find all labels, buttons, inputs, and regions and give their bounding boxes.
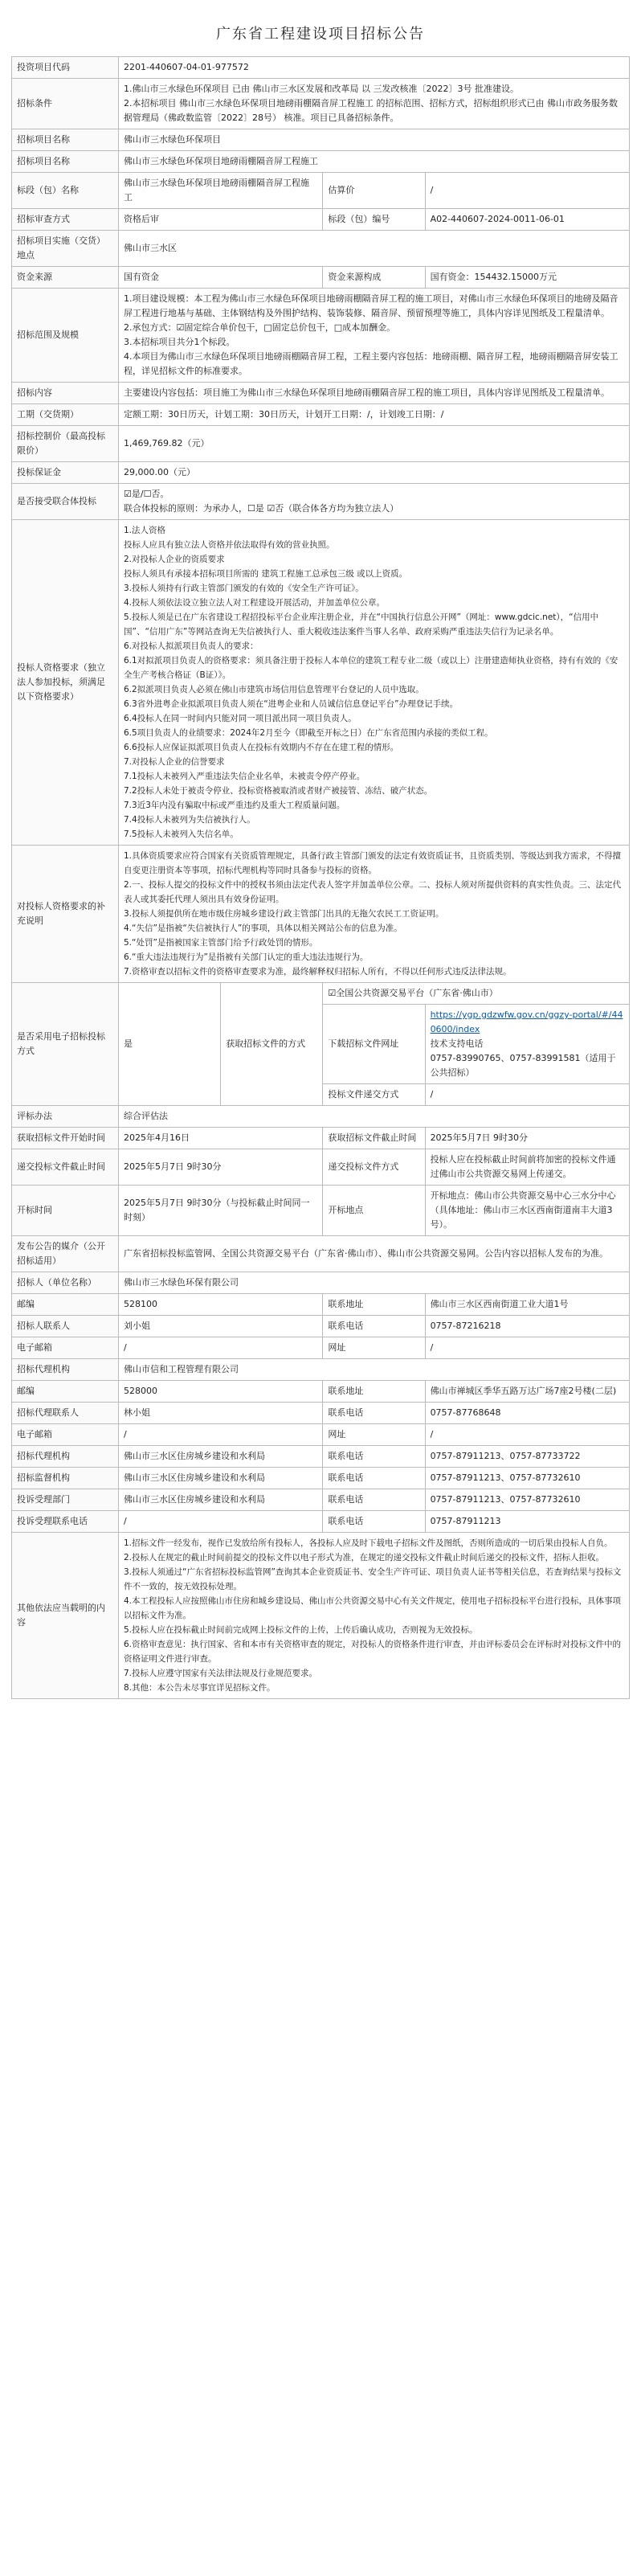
label-agency-tel: 联系电话 xyxy=(323,1403,425,1424)
label-open-place: 开标地点 xyxy=(323,1186,425,1236)
label-funding: 资金来源 xyxy=(12,267,119,289)
qualification-line: 7.3近3年内没有骗取中标或严重违约及重大工程质量问题。 xyxy=(124,801,345,810)
label-max-price: 招标控制价（最高投标限价） xyxy=(12,426,119,462)
value-section-no: A02-440607-2024-0011-06-01 xyxy=(425,209,629,231)
value-funding-ratio: 国有资金：154432.15000万元 xyxy=(425,267,629,289)
value-complaint-phone: / xyxy=(119,1511,323,1533)
label-agency-zip: 邮编 xyxy=(12,1381,119,1403)
value-deposit: 29,000.00（元） xyxy=(119,462,630,484)
qualification-line: 5.投标人须是已在广东省建设工程招投标平台企业库注册企业，并在“中国执行信息公开网”（网址：www.gdcic.net），“信用中国”、“信用广东”等网站查询无失信被执行人、重大税收违法案件当事人名单、政府采购严重违法失信行为记录名单。 xyxy=(124,612,599,637)
label-project-code: 投资项目代码 xyxy=(12,57,119,79)
label-conditions: 招标条件 xyxy=(12,79,119,129)
value-agency: 佛山市信和工程管理有限公司 xyxy=(119,1359,630,1381)
value-supervisor-2-tel: 0757-87911213、0757-87732610 xyxy=(425,1468,629,1489)
label-qualification: 投标人资格要求（独立法人参加投标，须满足以下资格要求） xyxy=(12,520,119,846)
label-agency-email: 电子邮箱 xyxy=(12,1424,119,1446)
value-supervisor-1: 佛山市三水区住房城乡建设和水利局 xyxy=(119,1446,323,1468)
value-complaint-phone-tel: 0757-87911213 xyxy=(425,1511,629,1533)
scope-line: 3.本招标项目共分1个标段。 xyxy=(124,337,235,347)
value-bid-method: 综合评估法 xyxy=(119,1106,630,1128)
label-complaint-phone-tel: 联系电话 xyxy=(323,1511,425,1533)
label-supervisor-2: 招标监督机构 xyxy=(12,1468,119,1489)
value-qualification xyxy=(119,520,630,846)
page-title: 广东省工程建设项目招标公告 xyxy=(216,26,425,43)
value-scope xyxy=(119,289,630,383)
other-line: 2.投标人在规定的截止时间前提交的投标文件以电子形式为准，在规定的递交投标文件截止时间后递交的投标文件，招标人拒收。 xyxy=(124,1553,605,1562)
value-location: 佛山市三水区 xyxy=(119,231,630,267)
value-content: 主要建设内容包括：项目施工为佛山市三水绿色环保项目地磅雨棚隔音屏工程的施工项目，具体内容详见图纸及工程量清单。 xyxy=(119,383,630,404)
row-conditions xyxy=(12,79,630,129)
label-get-time: 获取招标文件开始时间 xyxy=(12,1128,119,1149)
label-get-end: 获取招标文件截止时间 xyxy=(323,1128,425,1149)
value-agency-web: / xyxy=(425,1424,629,1446)
notes-line: 4.“失信”是指被“失信被执行人”的事项，具体以相关网站公布的信息为准。 xyxy=(124,924,402,933)
consortium-line: ☑是/☐否。 xyxy=(124,489,169,499)
value-section-method: / xyxy=(425,173,629,209)
value-complaint: 佛山市三水区住房城乡建设和水利局 xyxy=(119,1489,323,1511)
value-supervisor-1-tel: 0757-87911213、0757-87733722 xyxy=(425,1446,629,1468)
value-duration: 定额工期：30日历天，计划工期：30日历天，计划开工日期：/，计划竣工日期：/ xyxy=(119,404,630,426)
other-line: 5.投标人应在投标截止时间前完成网上投标文件的上传，上传后确认成功，否则视为无效投标。 xyxy=(124,1625,478,1635)
label-zip: 邮编 xyxy=(12,1294,119,1316)
other-line: 7.投标人应遵守国家有关法律法规及行业规范要求。 xyxy=(124,1669,318,1678)
notes-line: 2.一、投标人提交的投标文件中的授权书须由法定代表人签字并加盖单位公章。二、投标人须对所提供资料的真实性负责。三、法定代表人或其委托代理人须出具有效身份证明。 xyxy=(124,880,622,904)
label-contact: 招标人联系人 xyxy=(12,1316,119,1337)
label-complaint: 投诉受理部门 xyxy=(12,1489,119,1511)
value-max-price: 1,469,769.82（元） xyxy=(119,426,630,462)
value-get-end: 2025年5月7日 9时30分 xyxy=(425,1128,629,1149)
label-agency-web: 网址 xyxy=(323,1424,425,1446)
qualification-line: 7.5投标人未被列入失信名单。 xyxy=(124,829,239,839)
label-section-no: 标段（包）编号 xyxy=(323,209,425,231)
qualification-line: 6.对投标人拟派项目负责人的要求： xyxy=(124,641,259,651)
value-tel: 0757-87216218 xyxy=(425,1316,629,1337)
label-supervisor-2-tel: 联系电话 xyxy=(323,1468,425,1489)
value-web: / xyxy=(425,1337,629,1359)
notes-line: 6.“重大违法违规行为”是指被有关部门认定的重大违法违规行为。 xyxy=(124,952,369,962)
other-line: 1.招标文件一经发布，视作已发放给所有投标人，各投标人应及时下载电子招标文件及图纸，否则所造成的一切后果由投标人自负。 xyxy=(124,1538,613,1548)
qualification-line: 投标人应具有独立法人资格并依法取得有效的营业执照。 xyxy=(124,540,335,550)
support-label: 技术支持电话 xyxy=(430,1038,484,1049)
qualification-line: 6.2拟派项目负责人必须在佛山市建筑市场信用信息管理平台登记的人员中选取。 xyxy=(124,685,424,694)
label-content: 招标内容 xyxy=(12,383,119,404)
value-system: ☑全国公共资源交易平台（广东省·佛山市） xyxy=(323,983,630,1005)
label-open-time: 开标时间 xyxy=(12,1186,119,1236)
value-zip: 528100 xyxy=(119,1294,323,1316)
label-bid-method: 评标办法 xyxy=(12,1106,119,1128)
label-other: 其他依法应当载明的内容 xyxy=(12,1533,119,1699)
row-project-code xyxy=(12,57,630,79)
qualification-line: 7.1投标人未被列入严重违法失信企业名单，未被责令停产停业。 xyxy=(124,772,365,781)
conditions-line: 1.佛山市三水绿色环保项目 已由 佛山市三水区发展和改革局 以 三发改核准〔2022〕3号 批准建设。 xyxy=(124,84,519,94)
value-links xyxy=(425,1005,629,1084)
value-agency-zip: 528000 xyxy=(119,1381,323,1403)
qualification-line: 6.5项目负责人的业绩要求：2024年2月至今（即截至开标之日）在广东省范围内承接的类似工程。 xyxy=(124,728,493,738)
notes-line: 3.投标人须提供所在地市级住房城乡建设行政主管部门出具的无拖欠农民工工资证明。 xyxy=(124,909,444,919)
support-value: 0757-83990765、0757-83991581（适用于公共招标） xyxy=(430,1053,616,1078)
qualification-line: 1.法人资格 xyxy=(124,526,166,535)
qualification-line: 6.3省外进粤企业拟派项目负责人须在“进粤企业和人员诚信信息登记平台”办理登记手续。 xyxy=(124,699,459,709)
label-channel: 投标文件递交方式 xyxy=(323,1084,425,1106)
label-section-method: 估算价 xyxy=(323,173,425,209)
qualification-line: 6.1对拟派项目负责人的资格要求：须具备注册于投标人本单位的建筑工程专业二级（或以上）注册建造师执业资格，持有有效的《安全生产考核合格证（B证）》。 xyxy=(124,656,619,680)
value-tenderer: 佛山市三水绿色环保有限公司 xyxy=(119,1272,630,1294)
qualification-line: 2.对投标人企业的资质要求 xyxy=(124,555,225,564)
label-section: 标段（包）名称 xyxy=(12,173,119,209)
label-links: 下载招标文件网址 xyxy=(323,1005,425,1084)
value-contact: 刘小姐 xyxy=(119,1316,323,1337)
value-complaint-tel: 0757-87911213、0757-87732610 xyxy=(425,1489,629,1511)
label-email: 电子邮箱 xyxy=(12,1337,119,1359)
other-line: 3.投标人须通过“广东省招标投标监管网”查询其本企业资质证书、安全生产许可证、项目负责人证书等相关信息，若查询结果与投标文件不一致的，按无效投标处理。 xyxy=(124,1567,622,1591)
other-line: 4.本工程投标人应按照佛山市住房和城乡建设局、佛山市公共资源交易中心有关文件规定，使用电子招标投标平台进行投标，具体事项以招标文件为准。 xyxy=(124,1596,622,1620)
qualification-line: 7.对投标人企业的信誉要求 xyxy=(124,757,225,767)
scope-line: 1.项目建设规模：本工程为佛山市三水绿色环保项目地磅雨棚隔音屏工程的施工项目，对佛山市三水绿色环保项目的地磅及隔音屏工程进行地基与基础、主体钢结构及外围护结构、装饰装修、隔音屏、预留预埋等施工，具体内容详见图纸及工程量清单。 xyxy=(124,293,619,318)
qualification-line: 投标人须具有承接本招标项目所需的 建筑工程施工总承包三级 或以上资质。 xyxy=(124,569,408,579)
label-tel: 联系电话 xyxy=(323,1316,425,1337)
qualification-line: 7.2投标人未处于被责令停业、投标资格被取消或者财产被接管、冻结、破产状态。 xyxy=(124,786,433,796)
value-funding: 国有资金 xyxy=(119,267,323,289)
value-channel: / xyxy=(425,1084,629,1106)
label-location: 招标项目实施（交货）地点 xyxy=(12,231,119,267)
value-agency-email: / xyxy=(119,1424,323,1446)
label-submit-place: 递交投标文件方式 xyxy=(323,1149,425,1186)
value-submit-place: 投标人应在投标截止时间前将加密的投标文件通过佛山市公共资源交易网上传递交。 xyxy=(425,1149,629,1186)
download-link[interactable]: https://ygp.gdzwfw.gov.cn/ggzy-portal/#/440600/index xyxy=(430,1010,623,1034)
value-email: / xyxy=(119,1337,323,1359)
notice-table xyxy=(11,56,630,1699)
value-get-time: 2025年4月16日 xyxy=(119,1128,323,1149)
label-online: 是否采用电子招标投标方式 xyxy=(12,983,119,1106)
notes-line: 1.具体资质要求应符合国家有关资质管理规定，具备行政主管部门颁发的法定有效资质证书，且资质类别、等级达到我方需求，不得擅自变更注册资本等事项，招标代理机构等同时具备参与投标的资格。 xyxy=(124,851,622,875)
value-supervisor-2: 佛山市三水区住房城乡建设和水利局 xyxy=(119,1468,323,1489)
value-open-time: 2025年5月7日 9时30分（与投标截止时间同一时刻） xyxy=(119,1186,323,1236)
value-notes xyxy=(119,846,630,983)
consortium-line: 联合体投标的原则：为承办人，☐是 ☑否（联合体各方均为独立法人） xyxy=(124,503,399,514)
value-submit-time: 2025年5月7日 9时30分 xyxy=(119,1149,323,1186)
label-deposit: 投标保证金 xyxy=(12,462,119,484)
value-project-code: 2201-440607-04-01-977572 xyxy=(119,57,630,79)
label-tenderer: 招标人（单位名称） xyxy=(12,1272,119,1294)
label-funding-ratio: 资金来源构成 xyxy=(323,267,425,289)
label-complaint-phone: 投诉受理联系电话 xyxy=(12,1511,119,1533)
value-media: 广东省招标投标监管网、全国公共资源交易平台（广东省·佛山市）、佛山市公共资源交易网。公告内容以招标人发布的为准。 xyxy=(119,1236,630,1272)
label-agency-address: 联系地址 xyxy=(323,1381,425,1403)
scope-line: 2.承包方式：☑固定综合单价包干，□固定总价包干，□成本加酬金。 xyxy=(124,322,396,333)
value-project-name: 佛山市三水绿色环保项目 xyxy=(119,129,630,151)
label-complaint-tel: 联系电话 xyxy=(323,1489,425,1511)
value-agency-contact: 林小姐 xyxy=(119,1403,323,1424)
value-section: 佛山市三水绿色环保项目地磅雨棚隔音屏工程施工 xyxy=(119,173,323,209)
value-other xyxy=(119,1533,630,1699)
other-line: 8.其他：本公告未尽事宜详见招标文件。 xyxy=(124,1683,276,1693)
other-line: 6.资格审查意见：执行国家、省和本市有关资格审查的规定，对投标人的资格条件进行审查，并由评标委员会在评标时对投标文件中的资格证明文件进行审查。 xyxy=(124,1640,622,1664)
qualification-line: 3.投标人须持有行政主管部门颁发的有效的《安全生产许可证》。 xyxy=(124,584,364,593)
label-supervisor-1-tel: 联系电话 xyxy=(323,1446,425,1468)
notes-line: 5.“处罚”是指被国家主管部门给予行政处罚的情形。 xyxy=(124,938,318,948)
label-project-name: 招标项目名称 xyxy=(12,129,119,151)
value-agency-address: 佛山市禅城区季华五路万达广场7座2号楼(二层) xyxy=(425,1381,629,1403)
label-duration: 工期（交货期） xyxy=(12,404,119,426)
label-web: 网址 xyxy=(323,1337,425,1359)
label-scope: 招标范围及规模 xyxy=(12,289,119,383)
value-online: 是 xyxy=(119,983,221,1106)
qualification-line: 6.4投标人在同一时间内只能对同一项目派出同一项目负责人。 xyxy=(124,714,357,723)
qualification-line: 4.投标人须依法设立独立法人对工程建设开展活动，并加盖单位公章。 xyxy=(124,598,386,608)
notes-line: 7.资格审查以招标文件的资格审查要求为准，最终解释权归招标人所有，不得以任何形式违反法律法规。 xyxy=(124,967,512,977)
qualification-line: 6.6投标人应保证拟派项目负责人在投标有效期内不存在在建工程的情形。 xyxy=(124,743,399,752)
scope-line: 4.本项目为佛山市三水绿色环保项目地磅雨棚隔音屏工程，工程主要内容包括：地磅雨棚、隔音屏工程，地磅雨棚隔音屏安装工程，详见招标文件的标准要求。 xyxy=(124,351,619,376)
label-bid-project-name: 招标项目名称 xyxy=(12,151,119,173)
label-submit-time: 递交投标文件截止时间 xyxy=(12,1149,119,1186)
label-supervisor-1: 招标代理机构 xyxy=(12,1446,119,1468)
value-review: 资格后审 xyxy=(119,209,323,231)
value-conditions xyxy=(119,79,630,129)
label-media: 发布公告的媒介（公开招标适用） xyxy=(12,1236,119,1272)
value-open-place: 开标地点：佛山市公共资源交易中心三水分中心（具体地址：佛山市三水区西南街道南丰大道3号）。 xyxy=(425,1186,629,1236)
value-address: 佛山市三水区西南街道工业大道1号 xyxy=(425,1294,629,1316)
label-consortium: 是否接受联合体投标 xyxy=(12,484,119,520)
value-consortium xyxy=(119,484,630,520)
qualification-line: 7.4投标人未被列为失信被执行人。 xyxy=(124,815,255,825)
value-agency-tel: 0757-87768648 xyxy=(425,1403,629,1424)
label-system: 获取招标文件的方式 xyxy=(221,983,323,1106)
label-agency: 招标代理机构 xyxy=(12,1359,119,1381)
label-address: 联系地址 xyxy=(323,1294,425,1316)
label-review: 招标审查方式 xyxy=(12,209,119,231)
value-bid-project-name: 佛山市三水绿色环保项目地磅雨棚隔音屏工程施工 xyxy=(119,151,630,173)
label-notes: 对投标人资格要求的补充说明 xyxy=(12,846,119,983)
label-agency-contact: 招标代理联系人 xyxy=(12,1403,119,1424)
conditions-line: 2.本招标项目 佛山市三水绿色环保项目地磅雨棚隔音屏工程施工 的招标范围、招标方式，招标组织形式已由 佛山市政务服务数据管理局（佛政数监管〔2022〕28号） 核准。项目已具备招标条件。 xyxy=(124,98,618,123)
